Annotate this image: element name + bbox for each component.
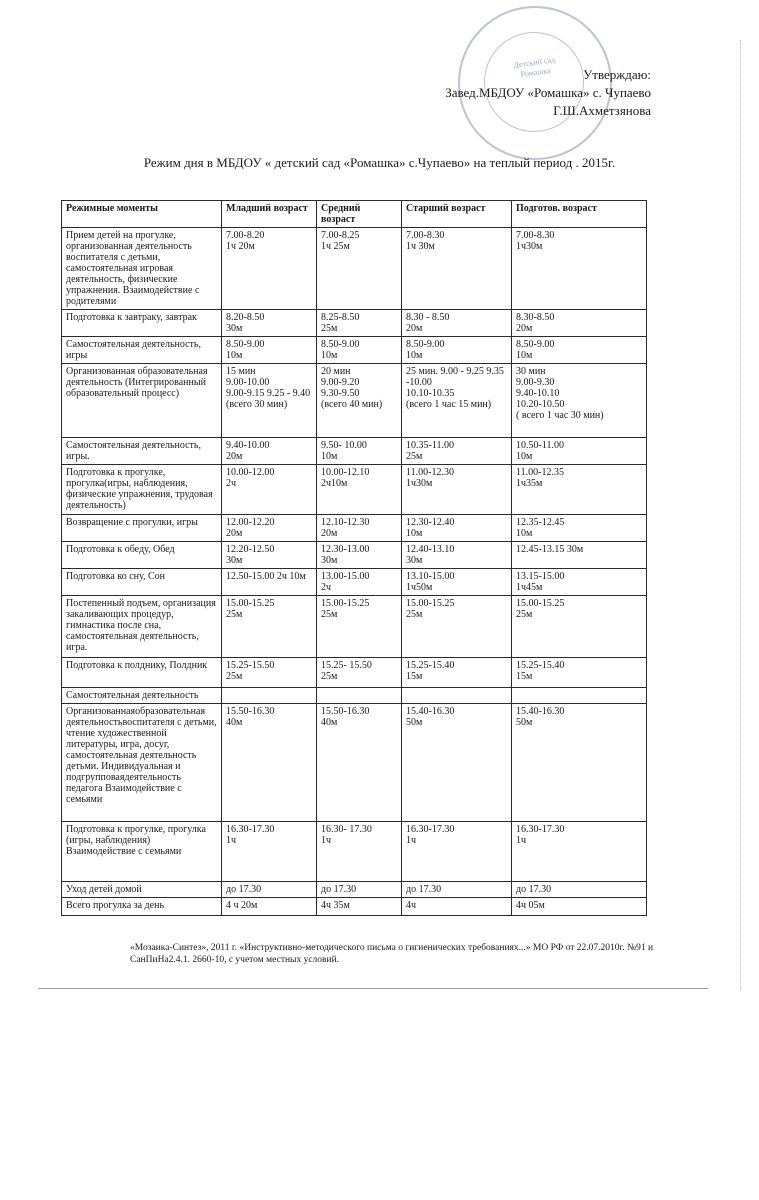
header-cell: Режимные моменты bbox=[62, 201, 222, 228]
time-cell: 15.25-15.50 25м bbox=[222, 658, 317, 688]
table-row bbox=[62, 569, 647, 596]
time-cell: 16.30-17.30 1ч bbox=[402, 822, 512, 882]
time-cell: 13.15-15.00 1ч45м bbox=[512, 569, 647, 596]
table-row bbox=[62, 704, 647, 822]
activity-cell: Уход детей домой bbox=[62, 882, 222, 898]
activity-cell: Подготовка ко сну, Сон bbox=[62, 569, 222, 596]
time-cell bbox=[402, 688, 512, 704]
time-cell: 8.30 - 8.50 20м bbox=[402, 310, 512, 337]
time-cell: 15.40-16.30 50м bbox=[402, 704, 512, 822]
time-cell: 16.30-17.30 1ч bbox=[222, 822, 317, 882]
time-cell: 4 ч 20м bbox=[222, 898, 317, 916]
time-cell bbox=[317, 688, 402, 704]
activity-cell: Организованнаяобразовательная деятельностьвоспитателя с детьми, чтение художественной литературы, игра, досуг, самостоятельная деятельность детьми. Индивидуальная и подгрупповаядеятельность педагога Взаимодействие с семьями bbox=[62, 704, 222, 822]
activity-cell: Подготовка к прогулке, прогулка (игры, наблюдения) Взаимодействие с семьями bbox=[62, 822, 222, 882]
time-cell: 13.00-15.00 2ч bbox=[317, 569, 402, 596]
time-cell: до 17.30 bbox=[402, 882, 512, 898]
table-row bbox=[62, 364, 647, 438]
table-row bbox=[62, 228, 647, 310]
time-cell: 10.50-11.00 10м bbox=[512, 438, 647, 465]
time-cell: 13.10-15.00 1ч50м bbox=[402, 569, 512, 596]
time-cell: 12.30-12.40 10м bbox=[402, 515, 512, 542]
activity-cell: Возвращение с прогулки, игры bbox=[62, 515, 222, 542]
time-cell: 12.30-13.00 30м bbox=[317, 542, 402, 569]
activity-cell: Подготовка к полднику, Полдник bbox=[62, 658, 222, 688]
time-cell: 10.35-11.00 25м bbox=[402, 438, 512, 465]
stamp-text: Детский сад Ромашка bbox=[512, 55, 556, 80]
time-cell: 8.30-8.50 20м bbox=[512, 310, 647, 337]
time-cell: 8.50-9.00 10м bbox=[512, 337, 647, 364]
time-cell: 25 мин. 9.00 - 9.25 9.35 -10.00 10.10-10.35 (всего 1 час 15 мин) bbox=[402, 364, 512, 438]
time-cell: 12.00-12.20 20м bbox=[222, 515, 317, 542]
time-cell: 15.00-15.25 25м bbox=[317, 596, 402, 658]
time-cell: 9.50- 10.00 10м bbox=[317, 438, 402, 465]
approval-line-2: Завед.МБДОУ «Ромашка» с. Чупаево bbox=[445, 85, 651, 100]
time-cell: 15.40-16.30 50м bbox=[512, 704, 647, 822]
header-cell: Средний возраст bbox=[317, 201, 402, 228]
table-row bbox=[62, 337, 647, 364]
activity-cell: Прием детей на прогулке, организованная деятельность воспитателя с детьми, самостоятельная игровая деятельность, физические упражнения. Взаимодействие с родителями bbox=[62, 228, 222, 310]
time-cell: 12.35-12.45 10м bbox=[512, 515, 647, 542]
time-cell: до 17.30 bbox=[317, 882, 402, 898]
time-cell: 15.00-15.25 25м bbox=[512, 596, 647, 658]
schedule-table bbox=[61, 200, 647, 916]
table-row bbox=[62, 465, 647, 515]
table-row bbox=[62, 882, 647, 898]
table-row bbox=[62, 515, 647, 542]
time-cell: 8.25-8.50 25м bbox=[317, 310, 402, 337]
activity-cell: Самостоятельная деятельность, игры. bbox=[62, 438, 222, 465]
time-cell: 15.50-16.30 40м bbox=[222, 704, 317, 822]
time-cell: 12.50-15.00 2ч 10м bbox=[222, 569, 317, 596]
activity-cell: Подготовка к прогулке, прогулка(игры, наблюдения, физические упражнения, трудовая деятельность) bbox=[62, 465, 222, 515]
approval-block bbox=[445, 66, 651, 120]
table-row bbox=[62, 822, 647, 882]
time-cell: 12.40-13.10 30м bbox=[402, 542, 512, 569]
time-cell: 15.50-16.30 40м bbox=[317, 704, 402, 822]
activity-cell: Самостоятельная деятельность, игры bbox=[62, 337, 222, 364]
time-cell: 8.50-9.00 10м bbox=[402, 337, 512, 364]
time-cell: 4ч 05м bbox=[512, 898, 647, 916]
document-title: Режим дня в МБДОУ « детский сад «Ромашка» с.Чупаево» на теплый период . 2015г. bbox=[143, 155, 616, 170]
time-cell: 8.50-9.00 10м bbox=[222, 337, 317, 364]
time-cell bbox=[222, 688, 317, 704]
activity-cell: Подготовка к обеду, Обед bbox=[62, 542, 222, 569]
table-row bbox=[62, 658, 647, 688]
time-cell: 9.40-10.00 20м bbox=[222, 438, 317, 465]
time-cell: 16.30- 17.30 1ч bbox=[317, 822, 402, 882]
time-cell: 7.00-8.25 1ч 25м bbox=[317, 228, 402, 310]
table-row bbox=[62, 688, 647, 704]
table-row bbox=[62, 310, 647, 337]
time-cell: 30 мин 9.00-9.30 9.40-10.10 10.20-10.50 ( всего 1 час 30 мин) bbox=[512, 364, 647, 438]
time-cell: 15 мин 9.00-10.00 9.00-9.15 9.25 - 9.40 (всего 30 мин) bbox=[222, 364, 317, 438]
time-cell: 4ч bbox=[402, 898, 512, 916]
activity-cell: Подготовка к завтраку, завтрак bbox=[62, 310, 222, 337]
time-cell: 7.00-8.20 1ч 20м bbox=[222, 228, 317, 310]
time-cell: 10.00-12.00 2ч bbox=[222, 465, 317, 515]
time-cell: 10.00-12.10 2ч10м bbox=[317, 465, 402, 515]
time-cell: до 17.30 bbox=[512, 882, 647, 898]
time-cell: 15.25-15.40 15м bbox=[402, 658, 512, 688]
time-cell: 8.20-8.50 30м bbox=[222, 310, 317, 337]
time-cell: 20 мин 9.00-9.20 9.30-9.50 (всего 40 мин) bbox=[317, 364, 402, 438]
time-cell: 7.00-8.30 1ч30м bbox=[512, 228, 647, 310]
page-edge-line bbox=[740, 40, 741, 990]
table-row bbox=[62, 542, 647, 569]
activity-cell: Всего прогулка за день bbox=[62, 898, 222, 916]
bottom-divider bbox=[38, 988, 708, 989]
time-cell: 12.10-12.30 20м bbox=[317, 515, 402, 542]
time-cell: 15.25- 15.50 25м bbox=[317, 658, 402, 688]
header-cell: Старший возраст bbox=[402, 201, 512, 228]
time-cell: 15.00-15.25 25м bbox=[222, 596, 317, 658]
time-cell: 12.45-13.15 30м bbox=[512, 542, 647, 569]
time-cell: 16.30-17.30 1ч bbox=[512, 822, 647, 882]
table-row bbox=[62, 898, 647, 916]
time-cell: 11.00-12.30 1ч30м bbox=[402, 465, 512, 515]
activity-cell: Постепенный подъем, организация закаливающих процедур, гимнастика после сна, самостоятельная деятельность, игра. bbox=[62, 596, 222, 658]
time-cell: 8.50-9.00 10м bbox=[317, 337, 402, 364]
time-cell: 7.00-8.30 1ч 30м bbox=[402, 228, 512, 310]
time-cell: 15.25-15.40 15м bbox=[512, 658, 647, 688]
footnote: «Мозаика-Синтез», 2011 г. «Инструктивно-методического письма о гигиенических требованиях...» МО РФ от 22.07.2010г. №91 и СанПиНа2.4.1. 2660-10, с учетом местных условий. bbox=[130, 943, 654, 965]
table-row bbox=[62, 596, 647, 658]
header-cell: Подготов. возраст bbox=[512, 201, 647, 228]
activity-cell: Самостоятельная деятельность bbox=[62, 688, 222, 704]
header-cell: Младший возраст bbox=[222, 201, 317, 228]
table-row bbox=[62, 438, 647, 465]
time-cell: 4ч 35м bbox=[317, 898, 402, 916]
activity-cell: Организованная образовательная деятельность (Интегрированный образовательный процесс) bbox=[62, 364, 222, 438]
time-cell: 15.00-15.25 25м bbox=[402, 596, 512, 658]
time-cell: 12.20-12.50 30м bbox=[222, 542, 317, 569]
time-cell: 11.00-12.35 1ч35м bbox=[512, 465, 647, 515]
time-cell: до 17.30 bbox=[222, 882, 317, 898]
table-header-row bbox=[62, 201, 647, 228]
approval-line-1: Утверждаю: bbox=[583, 67, 651, 82]
approval-line-3: Г.Ш.Ахметзянова bbox=[553, 103, 651, 118]
time-cell bbox=[512, 688, 647, 704]
